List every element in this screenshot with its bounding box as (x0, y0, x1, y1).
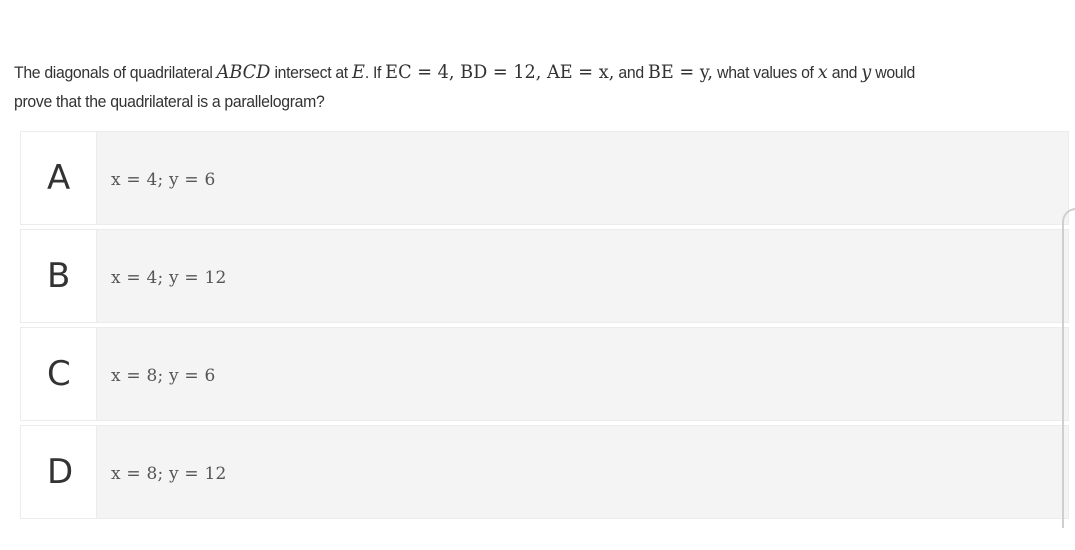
math-be-value: BE = y, (647, 61, 714, 83)
option-a[interactable] (20, 131, 1069, 225)
option-letter: B (47, 256, 71, 296)
question-segment: . If (364, 63, 386, 82)
scroll-edge (1062, 208, 1075, 528)
math-point-e: E (351, 61, 365, 83)
option-letter: A (47, 158, 71, 198)
question-line-2: prove that the quadrilateral is a parallelogram? (14, 92, 325, 111)
math-variable-x: x (817, 61, 828, 83)
option-letter-box (21, 328, 97, 420)
question-segment: would (871, 63, 915, 82)
question-text (14, 58, 991, 116)
option-text: x = 4; y = 6 (111, 170, 216, 190)
math-quadrilateral: ABCD (216, 61, 271, 83)
answer-options (20, 131, 1069, 523)
option-b[interactable] (20, 229, 1069, 323)
option-letter: C (47, 354, 71, 394)
question-segment: intersect at (270, 63, 352, 82)
option-c[interactable] (20, 327, 1069, 421)
question-segment: and (827, 63, 862, 82)
option-letter: D (47, 452, 74, 492)
question-segment: The diagonals of quadrilateral (14, 63, 217, 82)
option-text: x = 4; y = 12 (111, 268, 227, 288)
question-segment: and (614, 63, 648, 82)
option-d[interactable] (20, 425, 1069, 519)
option-text: x = 8; y = 12 (111, 464, 227, 484)
option-text: x = 8; y = 6 (111, 366, 216, 386)
question-segment: what values of (713, 63, 818, 82)
option-letter-box (21, 132, 97, 224)
option-letter-box (21, 230, 97, 322)
option-letter-box (21, 426, 97, 518)
math-given-values: EC = 4, BD = 12, AE = x, (385, 61, 615, 83)
math-variable-y: y (861, 61, 872, 83)
